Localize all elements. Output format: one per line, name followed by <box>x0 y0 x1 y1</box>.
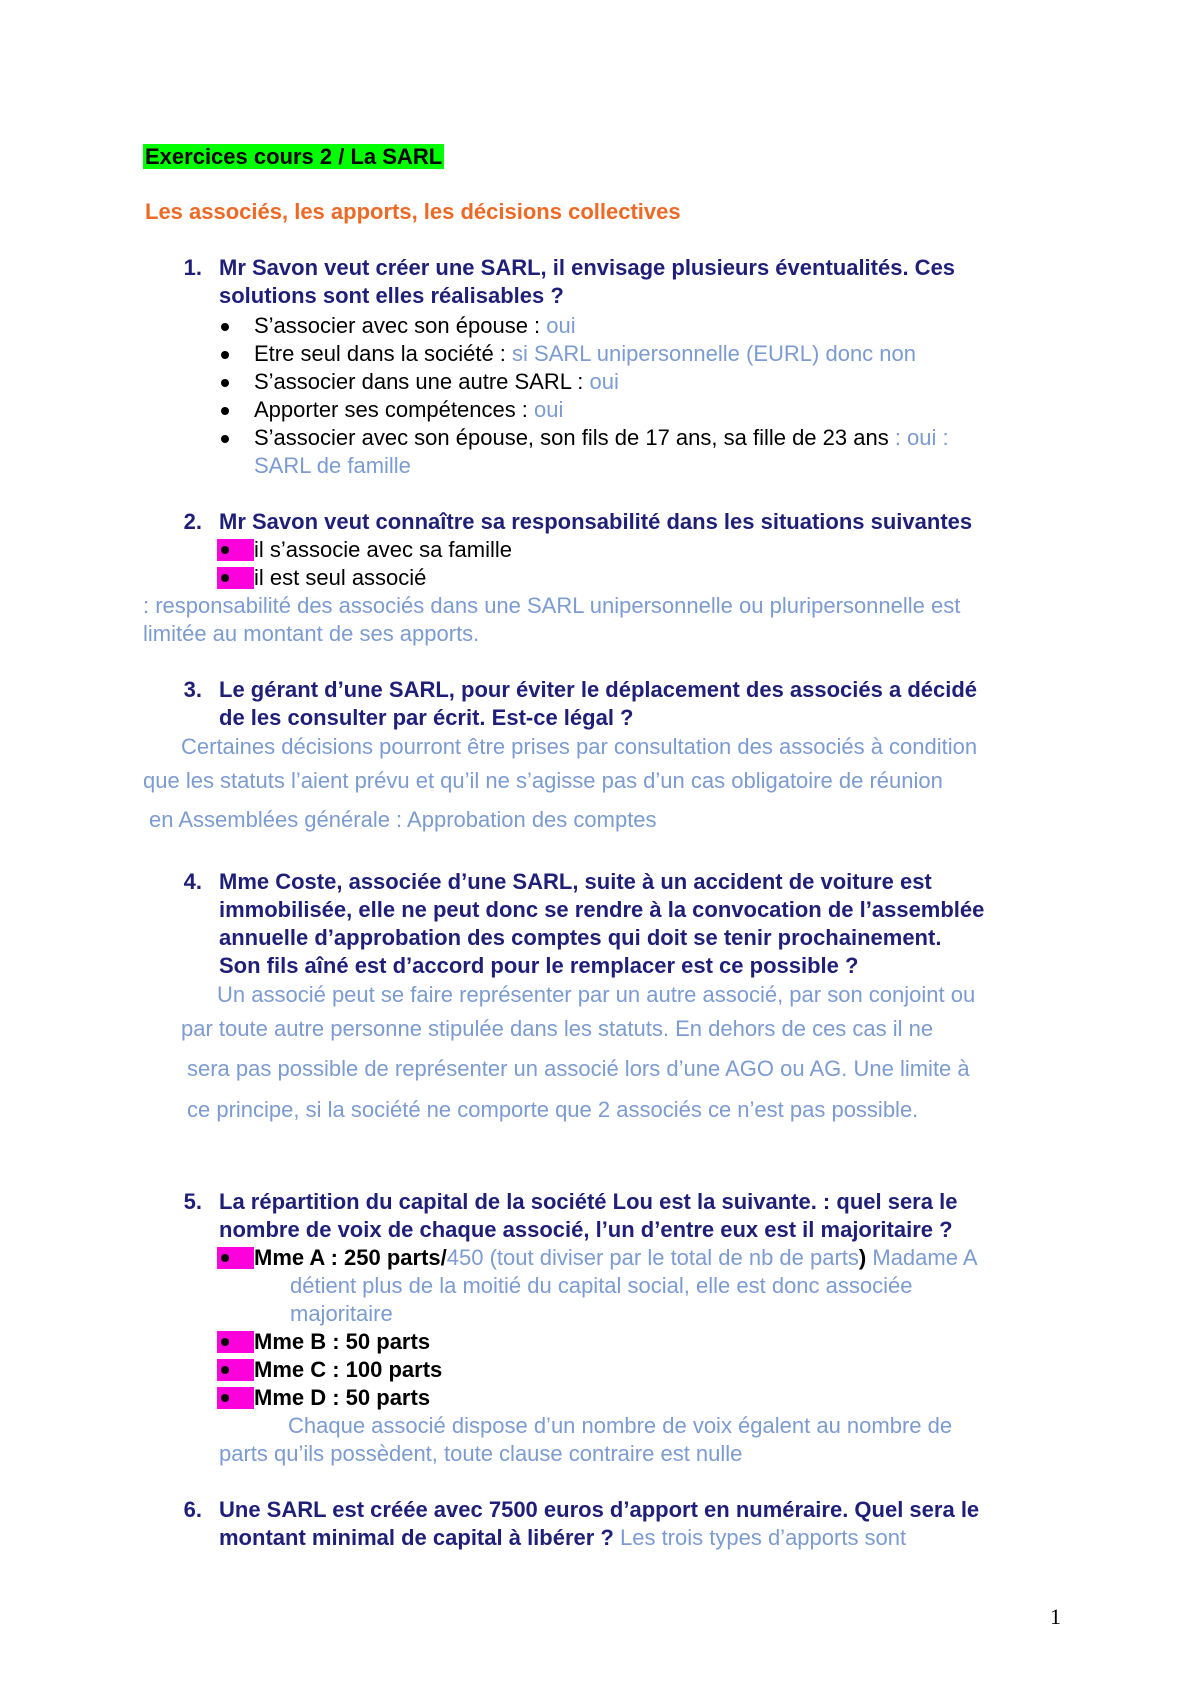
q5-item-b-bullet-highlight <box>217 1331 254 1353</box>
q1-item1-answer: oui <box>546 313 576 338</box>
q4-number: 4. <box>183 869 202 894</box>
q5-item-d-bullet-highlight <box>217 1387 254 1409</box>
q1-item3-bullet-icon <box>221 379 229 387</box>
q5-item-c-bullet-highlight <box>217 1359 254 1381</box>
q1-item4-answer: oui <box>534 397 564 422</box>
q3-question-line1: Le gérant d’une SARL, pour éviter le déplacement des associés a décidé <box>219 677 978 702</box>
q3-answer-line1: Certaines décisions pourront être prises par consultation des associés à condition <box>181 734 978 759</box>
q5-answer-line2: parts qu’ils possèdent, toute clause contraire est nulle <box>219 1441 743 1466</box>
q6-question-line1: Une SARL est créée avec 7500 euros d’apport en numéraire. Quel sera le <box>219 1497 980 1522</box>
q1-item2-answer: si SARL unipersonnelle (EURL) donc non <box>512 341 916 366</box>
q5-item-a-continuation1: détient plus de la moitié du capital social, elle est donc associée <box>290 1273 913 1298</box>
q1-item2-text: Etre seul dans la société : <box>254 341 513 366</box>
q1-item3-answer: oui <box>589 369 619 394</box>
q5-item-b-bullet-icon <box>221 1338 229 1346</box>
q1-item4-text: Apporter ses compétences : <box>254 397 535 422</box>
page-title <box>143 143 444 171</box>
q2-item1: il s’associe avec sa famille <box>254 537 512 562</box>
q1-item1-bullet-icon <box>221 323 229 331</box>
page-number: 1 <box>1050 1604 1061 1629</box>
q4-answer-line3: sera pas possible de représenter un associé lors d’une AGO ou AG. Une limite à <box>187 1056 970 1081</box>
q4-answer-line4: ce principe, si la société ne comporte que 2 associés ce n’est pas possible. <box>187 1097 919 1122</box>
q6-answer-start: Les trois types d’apports sont <box>613 1525 907 1550</box>
q5-question-line1: La répartition du capital de la société Lou est la suivante. : quel sera le <box>219 1189 958 1214</box>
q6-question-line2 <box>219 1524 906 1552</box>
q1-question-line2: solutions sont elles réalisables ? <box>219 283 564 308</box>
q2-question-line1: Mr Savon veut connaître sa responsabilité dans les situations suivantes <box>219 509 973 534</box>
q4-answer-line2: par toute autre personne stipulée dans les statuts. En dehors de ces cas il ne <box>181 1016 934 1041</box>
q5-item-a-continuation2: majoritaire <box>290 1301 393 1326</box>
q1-item3 <box>254 368 619 396</box>
q5-answer-line1: Chaque associé dispose d’un nombre de voix égalent au nombre de <box>288 1413 953 1438</box>
q5-item-a-answer: 450 (tout diviser par le total de nb de parts <box>446 1245 859 1270</box>
q1-item1-text: S’associer avec son épouse : <box>254 313 547 338</box>
q3-answer-line2: que les statuts l’aient prévu et qu’il ne s’agisse pas d’un cas obligatoire de réunion <box>143 768 943 793</box>
q2-answer-line1: : responsabilité des associés dans une SARL unipersonnelle ou pluripersonnelle est <box>143 593 961 618</box>
q5-item-a-bullet-icon <box>221 1254 229 1262</box>
q5-item-a-bullet-highlight <box>217 1247 254 1269</box>
q5-item-a-paren: ) <box>858 1245 867 1270</box>
q3-number: 3. <box>183 677 202 702</box>
q2-item1-bullet-highlight <box>217 539 254 561</box>
q1-question-line1: Mr Savon veut créer une SARL, il envisage plusieurs éventualités. Ces <box>219 255 956 280</box>
q5-number: 5. <box>183 1189 202 1214</box>
q3-answer-line3: en Assemblées générale : Approbation des comptes <box>149 807 657 832</box>
q3-question-line2: de les consulter par écrit. Est-ce légal ? <box>219 705 634 730</box>
q1-item2 <box>254 340 916 368</box>
q5-item-a-label: Mme A : 250 parts/ <box>254 1245 447 1270</box>
q1-item1 <box>254 312 576 340</box>
section-subtitle: Les associés, les apports, les décisions collectives <box>145 199 681 224</box>
q1-item5-continuation: SARL de famille <box>254 453 411 478</box>
q5-item-d-bullet-icon <box>221 1394 229 1402</box>
q4-question-line1: Mme Coste, associée d’une SARL, suite à un accident de voiture est <box>219 869 932 894</box>
q2-item2-bullet-icon <box>221 574 229 582</box>
q1-item5-answer: : oui : <box>894 425 949 450</box>
q4-question-line2: immobilisée, elle ne peut donc se rendre à la convocation de l’assemblée <box>219 897 985 922</box>
q5-question-line2: nombre de voix de chaque associé, l’un d’entre eux est il majoritaire ? <box>219 1217 953 1242</box>
q1-item5-text: S’associer avec son épouse, son fils de 17 ans, sa fille de 23 ans <box>254 425 895 450</box>
q1-number: 1. <box>183 255 202 280</box>
q1-item5 <box>254 424 949 452</box>
q6-number: 6. <box>183 1497 202 1522</box>
q5-item-c: Mme C : 100 parts <box>254 1357 443 1382</box>
q4-question-line3: annuelle d’approbation des comptes qui doit se tenir prochainement. <box>219 925 942 950</box>
q2-answer-line2: limitée au montant de ses apports. <box>143 621 480 646</box>
page-title-text: Exercices cours 2 / La SARL <box>145 144 443 169</box>
q1-item4-bullet-icon <box>221 407 229 415</box>
q5-item-a <box>254 1244 978 1272</box>
q2-item1-bullet-icon <box>221 546 229 554</box>
q5-item-d: Mme D : 50 parts <box>254 1385 431 1410</box>
q2-item2-bullet-highlight <box>217 567 254 589</box>
q1-item3-text: S’associer dans une autre SARL : <box>254 369 590 394</box>
q4-question-line4: Son fils aîné est d’accord pour le remplacer est ce possible ? <box>219 953 859 978</box>
q1-item5-bullet-icon <box>221 435 229 443</box>
q6-question-line2-text: montant minimal de capital à libérer ? <box>219 1525 614 1550</box>
q2-item2: il est seul associé <box>254 565 427 590</box>
q5-item-c-bullet-icon <box>221 1366 229 1374</box>
q5-item-a-answer2: Madame A <box>866 1245 978 1270</box>
q1-item2-bullet-icon <box>221 351 229 359</box>
q4-answer-line1: Un associé peut se faire représenter par un autre associé, par son conjoint ou <box>217 982 976 1007</box>
q5-item-b: Mme B : 50 parts <box>254 1329 431 1354</box>
q2-number: 2. <box>183 509 202 534</box>
q1-item4 <box>254 396 563 424</box>
